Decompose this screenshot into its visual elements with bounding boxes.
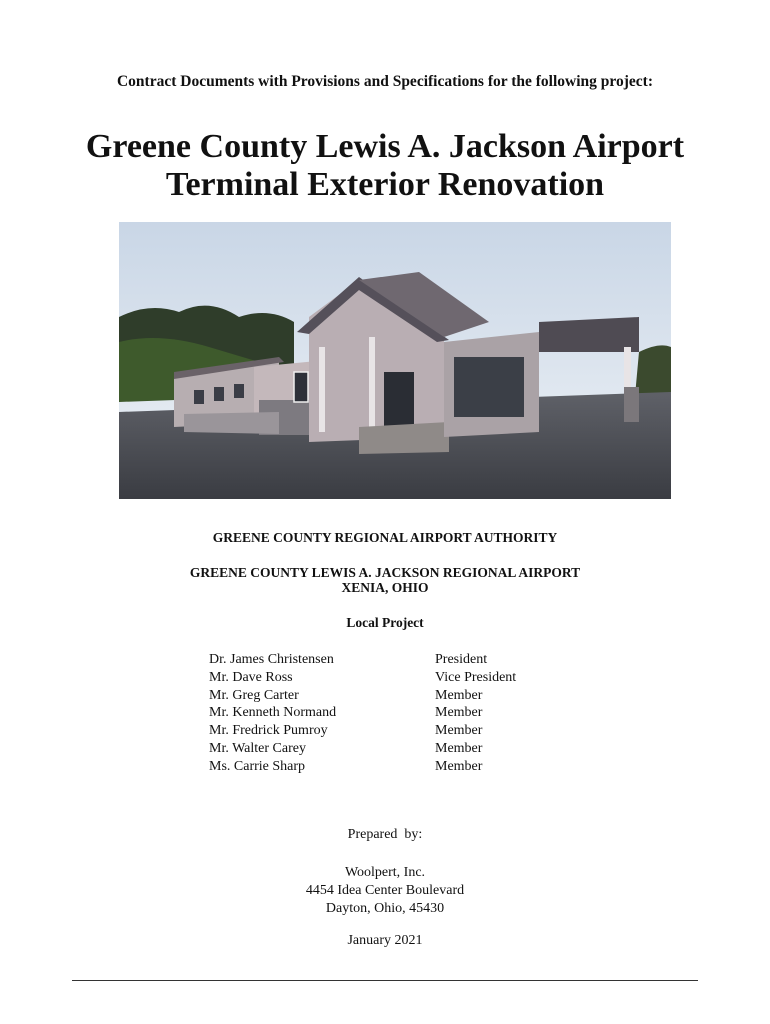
airport-name: GREENE COUNTY LEWIS A. JACKSON REGIONAL AIRPORT	[189, 565, 581, 580]
prepared-by-label: Prepared by:	[347, 827, 423, 842]
terminal-rendering-image	[119, 222, 671, 499]
document-date: January 2021	[347, 933, 423, 948]
member-role: President	[435, 652, 488, 667]
preparer-block	[0, 864, 770, 918]
intro-line: Contract Documents with Provisions and Specifications for the following project:	[116, 73, 653, 90]
project-title	[0, 128, 770, 204]
title-line-2: Terminal Exterior Renovation	[165, 166, 605, 203]
member-name: Dr. James Christensen	[209, 652, 334, 667]
member-role: Member	[435, 758, 483, 774]
airport-block	[0, 565, 770, 595]
member-row	[209, 758, 589, 776]
airport-location: XENIA, OHIO	[341, 580, 429, 595]
authority-name: GREENE COUNTY REGIONAL AIRPORT AUTHORITY	[212, 530, 558, 545]
title-line-1: Greene County Lewis A. Jackson Airport	[85, 128, 685, 165]
member-row	[209, 740, 589, 758]
member-row	[209, 704, 589, 722]
member-name: Mr. Dave Ross	[209, 669, 293, 685]
member-name: Mr. Greg Carter	[209, 687, 299, 703]
board-members-list	[209, 651, 589, 776]
member-row	[209, 722, 589, 740]
preparer-city: Dayton, Ohio, 45430	[325, 901, 445, 916]
preparer-firm: Woolpert, Inc.	[344, 865, 426, 880]
member-row	[209, 651, 589, 669]
footer-rule	[72, 980, 698, 981]
member-role: Member	[435, 740, 483, 756]
member-row	[209, 669, 589, 687]
member-name: Mr. Fredrick Pumroy	[209, 723, 328, 739]
member-name: Mr. Walter Carey	[209, 740, 306, 756]
member-name: Mr. Kenneth Normand	[209, 705, 337, 721]
member-row	[209, 687, 589, 705]
member-role: Member	[435, 687, 483, 703]
project-type: Local Project	[346, 615, 424, 630]
member-name: Ms. Carrie Sharp	[209, 758, 306, 774]
member-role: Member	[435, 723, 483, 739]
member-role: Member	[435, 705, 483, 721]
preparer-street: 4454 Idea Center Boulevard	[305, 883, 465, 898]
member-role: Vice President	[435, 669, 517, 685]
